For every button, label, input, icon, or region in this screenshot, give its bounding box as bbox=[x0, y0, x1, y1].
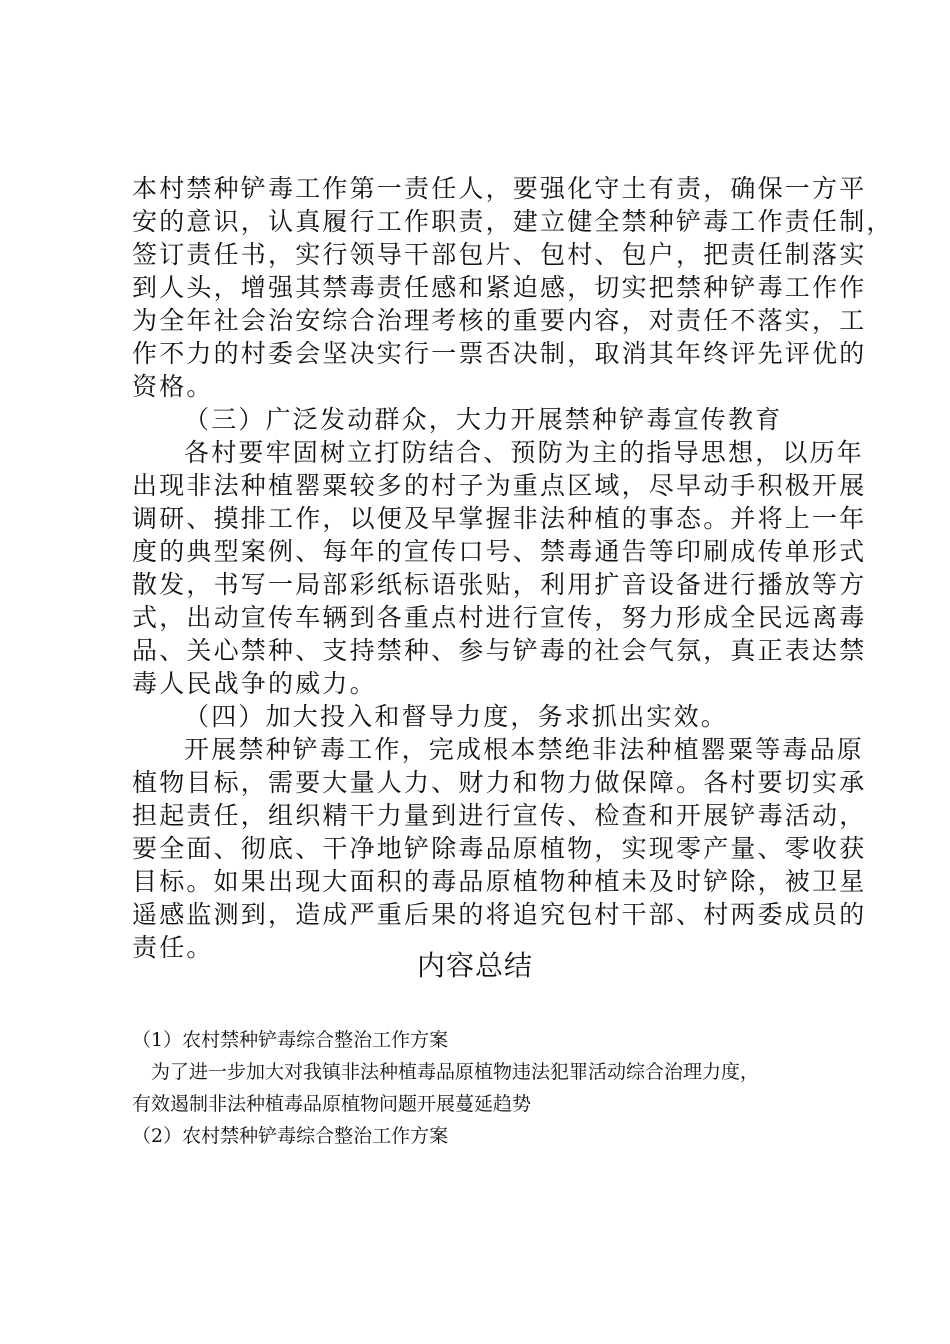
body-line: 本村禁种铲毒工作第一责任人，要强化守土有责，确保一方平 bbox=[132, 174, 867, 203]
body-line: 为全年社会治安综合治理考核的重要内容，对责任不落实，工 bbox=[132, 306, 867, 335]
section-heading: （四）加大投入和督导力度，务求抓出实效。 bbox=[184, 702, 729, 731]
body-line: 遥感监测到，造成严重后果的将追究包村干部、村两委成员的 bbox=[132, 900, 867, 929]
body-line: 担起责任，组织精干力量到进行宣传、检查和开展铲毒活动， bbox=[132, 801, 867, 830]
summary-line: （1）农村禁种铲毒综合整治工作方案 bbox=[132, 1029, 449, 1051]
body-line: 资格。 bbox=[132, 372, 214, 401]
summary-line: （2）农村禁种铲毒综合整治工作方案 bbox=[132, 1125, 449, 1147]
section-heading: （三）广泛发动群众，大力开展禁种铲毒宣传教育 bbox=[184, 405, 783, 434]
body-line: 植物目标，需要大量人力、财力和物力做保障。各村要切实承 bbox=[132, 768, 867, 797]
body-line: 责任。 bbox=[132, 933, 214, 962]
body-line: 要全面、彻底、干净地铲除毒品原植物，实现零产量、零收获 bbox=[132, 834, 867, 863]
summary-line: 有效遏制非法种植毒品原植物问题开展蔓延趋势 bbox=[132, 1093, 532, 1115]
body-line: 散发，书写一局部彩纸标语张贴，利用扩音设备进行播放等方 bbox=[132, 570, 867, 599]
body-line: 毒人民战争的威力。 bbox=[132, 669, 377, 698]
body-line: 目标。如果出现大面积的毒品原植物种植未及时铲除，被卫星 bbox=[132, 867, 867, 896]
summary-line: 为了进一步加大对我镇非法种植毒品原植物违法犯罪活动综合治理力度， bbox=[151, 1061, 760, 1083]
body-line: 作不力的村委会坚决实行一票否决制，取消其年终评先评优的 bbox=[132, 339, 867, 368]
body-line: 调研、摸排工作，以便及早掌握非法种植的事态。并将上一年 bbox=[132, 504, 867, 533]
body-line: 品、关心禁种、支持禁种、参与铲毒的社会气氛，真正表达禁 bbox=[132, 636, 867, 665]
body-line: 各村要牢固树立打防结合、预防为主的指导思想，以历年 bbox=[184, 438, 865, 467]
body-line: 安的意识，认真履行工作职责，建立健全禁种铲毒工作责任制， bbox=[132, 207, 894, 236]
body-line: 签订责任书，实行领导干部包片、包村、包户，把责任制落实 bbox=[132, 240, 867, 269]
body-line: 度的典型案例、每年的宣传口号、禁毒通告等印刷成传单形式 bbox=[132, 537, 867, 566]
body-line: 式，出动宣传车辆到各重点村进行宣传，努力形成全民远离毒 bbox=[132, 603, 867, 632]
summary-title: 内容总结 bbox=[416, 949, 533, 982]
body-line: 到人头，增强其禁毒责任感和紧迫感，切实把禁种铲毒工作作 bbox=[132, 273, 867, 302]
body-line: 出现非法种植罂粟较多的村子为重点区域，尽早动手积极开展 bbox=[132, 471, 867, 500]
body-line: 开展禁种铲毒工作，完成根本禁绝非法种植罂粟等毒品原 bbox=[184, 735, 865, 764]
